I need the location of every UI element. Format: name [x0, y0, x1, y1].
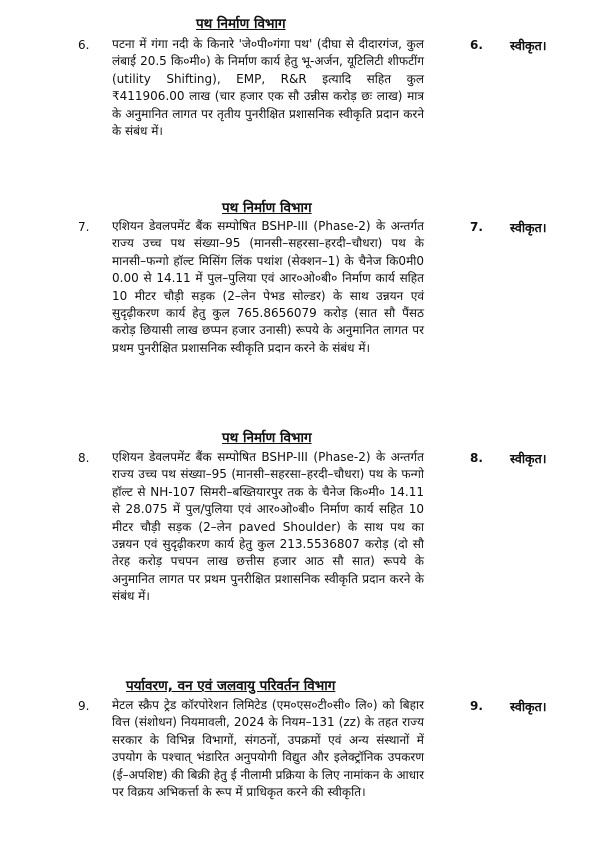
- item-description: एशियन डेवलपमेंट बैंक सम्पोषित BSHP-III (Phase-2) के अन्तर्गत राज्य उच्च पथ संख्या–95 (मानसी–सहरसा–हरदी–चौधरा) पथ के मानसी–फन्गो हॉल्ट मिसिंग लिंक पथांश (सेक्शन–1) के चैनेज कि0मी0 0.00 से 14.11 में पुल–पुलिया एवं आर०ओ०बी० निर्माण कार्य सहित 10 मीटर चौड़ी सड़क (2–लेन पेभड सोल्डर) के साथ उन्नयन एवं सुदृढ़ीकरण कार्य हेतु कुल 765.8656079 करोड़ (सात सौ पैंसठ करोड़ छियासी लाख छप्पन हजार उनासी) रूपये के अनुमानित लागत पर प्रथम पुनरीक्षित प्रशासनिक स्वीकृति प्रदान करने के संबंध में।: [112, 219, 424, 355]
- status-approved: स्वीकृत।: [510, 699, 547, 714]
- serial-number: 7.: [78, 220, 90, 234]
- serial-number: 9.: [78, 699, 90, 713]
- department-heading: पथ निर्माण विभाग: [196, 16, 286, 32]
- status-approved: स्वीकृत।: [510, 451, 547, 466]
- decision-number: 7.: [470, 220, 483, 234]
- item-description: पटना में गंगा नदी के किनारे 'जे०पी०गंगा पथ' (दीघा से दीदारगंज, कुल लंबाई 20.5 कि०मी०) के निर्माण कार्य हेतु भू-अर्जन, यूटिलिटी शीफटींग (utility Shifting), EMP, R&R इत्यादि सहित कुल ₹411906.00 लाख (चार हजार एक सौ उन्नीस करोड़ छः लाख) मात्र के अनुमानित लागत पर तृतीय पुनरीक्षित प्रशासनिक स्वीकृति प्रदान करने के संबंध में।: [112, 37, 424, 139]
- decision-number: 8.: [470, 451, 483, 465]
- decision-number: 6.: [470, 38, 483, 52]
- department-heading: पर्यावरण, वन एवं जलवायु परिवर्तन विभाग: [126, 678, 336, 694]
- status-approved: स्वीकृत।: [510, 220, 547, 235]
- department-heading: पथ निर्माण विभाग: [222, 200, 312, 216]
- serial-number: 8.: [78, 451, 90, 465]
- status-approved: स्वीकृत।: [510, 38, 547, 53]
- item-description: मेटल स्क्रैप ट्रेड कॉरपोरेशन लिमिटेड (एम०एस०टी०सी० लि०) को बिहार वित्त (संशोधन) नियमावली, 2024 के नियम–131 (zz) के तहत राज्य सरकार के विभिन्न विभागों, संगठनों, उपक्रमों एवं अन्य संस्थानों में उपयोग के पश्चात् भंडारित अनुपयोगी विद्युत और इलेक्ट्रॉनिक उपकरण (ई–अपशिष्ट) की बिक्री हेतु ई नीलामी प्रक्रिया के लिए नामांकन के आधार पर विक्रय अभिकर्त्ता के रूप में प्राधिकृत करने की स्वीकृति।: [112, 698, 424, 800]
- serial-number: 6.: [78, 38, 90, 52]
- department-heading: पथ निर्माण विभाग: [222, 430, 312, 446]
- decision-number: 9.: [470, 699, 483, 713]
- item-description: एशियन डेवलपमेंट बैंक सम्पोषित BSHP-III (Phase-2) के अन्तर्गत राज्य उच्च पथ संख्या–95 (मानसी–सहरसा–हरदी–चौधरा) पथ के फन्गो हॉल्ट से NH-107 सिमरी–बख्तियारपुर तक के चैनेज कि०मी० 14.11 से 28.075 में पुल/पुलिया एवं आर०ओ०बी० निर्माण कार्य सहित 10 मीटर चौड़ी सड़क (2–लेन paved Shoulder) के साथ पथ का उन्नयन एवं सुदृढ़ीकरण कार्य हेतु कुल 213.5536807 करोड़ (दो सौ तेरह करोड़ पचपन लाख छत्तीस हजार आठ सौ सात) रूपये के अनुमानित लागत पर प्रथम पुनरीक्षित प्रशासनिक स्वीकृति प्रदान करने के संबंध में।: [112, 450, 424, 604]
